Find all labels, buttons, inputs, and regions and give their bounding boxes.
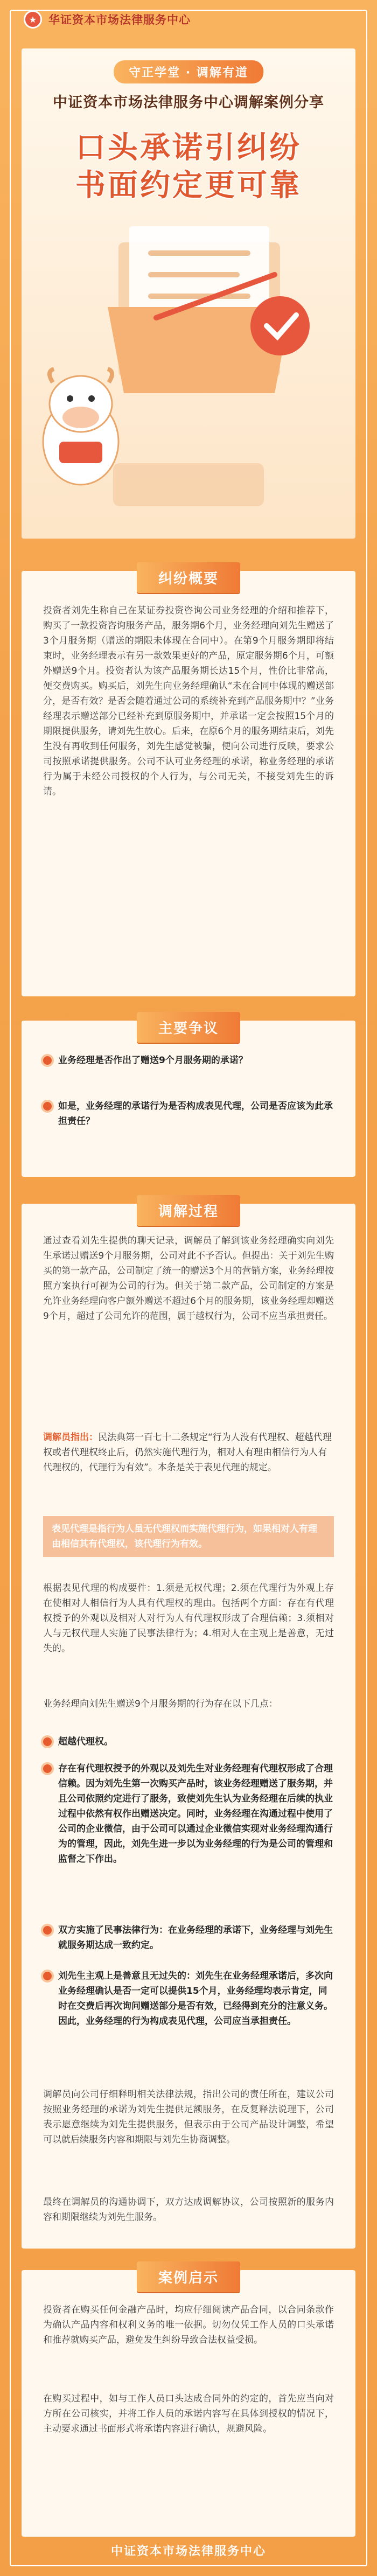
top-banner xyxy=(0,0,377,39)
section-overview xyxy=(22,571,355,996)
hero-tag: 守正学堂 · 调解有道 xyxy=(114,60,263,83)
analysis-point: 双方实施了民事法律行为：在业务经理的承诺下，业务经理与刘先生就服务期达成一致约定。 xyxy=(43,1923,334,1953)
mediator-note xyxy=(43,1430,334,1475)
process-conditions: 根据表见代理的构成要件：1.须是无权代理；2.须在代理行为外观上存在使相对人相信行为人具有代理权的理由。包括两个方面：存在有代理权授予的外观以及相对人对行为人有代理权形成了合理信赖；3.须相对人与无权代理人实施了民事法律行为；4.相对人在主观上是善意，无过失的。 xyxy=(43,1583,334,1654)
lesson-paragraph: 在购买过程中，如与工作人员口头达成合同外的约定的，首先应当向对方所在公司核实，并将工作人员的承诺内容写在具体到授权的情况下，主动要求通过书面形式将承诺内容进行确认，规避风险。 xyxy=(43,2393,334,2434)
section-heading-process: 调解过程 xyxy=(137,1195,240,1226)
analysis-intro: 业务经理向刘先生赠送9个月服务期的行为存在以下几点： xyxy=(43,1699,278,1709)
mediation-result: 最终在调解员的沟通协调下，双方达成调解协议，公司按照新的服务内容和期限继续为刘先生服务。 xyxy=(43,2197,334,2223)
process-intro: 通过查看刘先生提供的聊天记录，调解员了解到该业务经理确实向刘先生承诺过赠送9个月服务期，公司对此不予否认。但提出：关于刘先生购买的第一款产品，公司制定了统一的赠送3个月的营销方案，业务经理按照方案执行可视为公司的行为。但关于第二款产品，公司制定的方案是允许业务经理向客户额外赠送不超过6个月的服务期，该业务经理却赠送9个月，超过了公司允许的范围，属于越权行为，公司不应当承担责任。 xyxy=(43,1235,334,1322)
mediator-note-label: 调解员指出： xyxy=(43,1432,98,1443)
hero-title-line1: 口头承诺引纠纷 xyxy=(75,130,302,165)
lesson-paragraph: 投资者在购买任何金融产品时，均应仔细阅读产品合同，以合同条款作为确认产品内容和权利义务的唯一依据。切勿仅凭工作人员的口头承诺和推荐就购买产品，避免发生纠纷导致合法权益受损。 xyxy=(43,2305,334,2345)
hero xyxy=(22,48,355,539)
section-lessons xyxy=(22,2270,355,2537)
hero-title-line2: 书面约定更可靠 xyxy=(75,168,302,203)
bullet-icon xyxy=(43,1056,52,1065)
dispute-item: 如是，业务经理的承诺行为是否构成表见代理，公司是否应该为此承担责任？ xyxy=(43,1099,334,1129)
overview-body: 投资者刘先生称自己在某证券投资咨询公司业务经理的介绍和推荐下，购买了一款投资咨询服务产品，服务期6个月，业务经理向刘先生赠送了3个月服务期（赠送的期限未体现在合同中）。在第9个月服务期即将结束时，业务经理表示有另一款效果更好的产品，原定服务期6个月，可额外赠送9个月。投资者认为该产品服务期长达15个月，性价比非常高，便交费购买。购买后，刘先生向业务经理确认“未在合同中体现的赠送部分，是否有效？是否会随着通过公司的系统补充到产品服务期中？”业务经理表示赠送部分已经补充到原服务期中，并承诺一定会按照15个月的期限提供服务，请刘先生放心。后来，在原6个月的服务期结束后，刘先生没有再收到任何服务，刘先生感觉被骗，便向公司进行反映，要求公司按照承诺提供服务。公司不认可业务经理的承诺，称业务经理的承诺行为属于未经公司授权的个人行为，与公司无关，不接受刘先生的诉请。 xyxy=(43,605,334,797)
logo-seal-icon: ★ xyxy=(24,10,42,29)
section-heading-lessons: 案例启示 xyxy=(137,2261,240,2292)
shield-icon xyxy=(250,296,310,355)
mediation-text: 调解员向公司仔细释明相关法律法规，指出公司的责任所在，建议公司按照业务经理的承诺为刘先生提供足额服务，在反复释法说理下，公司表示愿意继续为刘先生提供服务，但表示由于公司产品设计调整，希望可以就后续服务内容和期限与刘先生协商调整。 xyxy=(43,2089,334,2145)
section-disputes xyxy=(22,1021,355,1177)
hero-title xyxy=(22,129,355,205)
analysis-point: 超越代理权。 xyxy=(43,1734,334,1749)
bullet-icon xyxy=(43,1102,52,1111)
definition-quote: 表见代理是指行为人虽无代理权而实施代理行为，如果相对人有理由相信其有代理权，该代理行为有效。 xyxy=(43,1516,334,1557)
section-heading-disputes: 主要争议 xyxy=(137,1012,240,1043)
org-name: 华证资本市场法律服务中心 xyxy=(48,13,191,26)
footer-org: 中证资本市场法律服务中心 xyxy=(110,2545,266,2558)
bullet-icon xyxy=(43,1737,52,1746)
bullet-icon xyxy=(43,1764,52,1773)
hero-subtitle: 中证资本市场法律服务中心调解案例分享 xyxy=(53,94,324,111)
bullet-icon xyxy=(43,1972,52,1980)
bullet-icon xyxy=(43,1926,52,1935)
analysis-point: 刘先生主观上是善意且无过失的：刘先生在业务经理承诺后，多次向业务经理确认是否一定可以提供15个月，业务经理均表示肯定，同时在交费后再次询问赠送部分是否有效，已经得到充分的注意义务。因此，业务经理的行为构成表见代理，公司应当承担责任。 xyxy=(43,1968,334,2029)
analysis-point: 存在有代理权授予的外观以及刘先生对业务经理有代理权形成了合理信赖。因为刘先生第一次购买产品时，该业务经理赠送了服务期，并且公司依照约定进行了服务，致使刘先生认为业务经理在后续的执业过程中依然有权作出赠送决定。同时，业务经理在沟通过程中使用了公司的企业微信，由于公司可以通过企业微信实现对业务经理沟通行为的管理，因此，刘先生进一步以为业务经理的行为是公司的管理和监督之下作出。 xyxy=(43,1761,334,1867)
mediator-note-text: 民法典第一百七十二条规定“行为人没有代理权、超越代理权或者代理权终止后，仍然实施代理行为，相对人有理由相信行为人有代理权的，代理行为有效”。本条是关于表见代理的规定。 xyxy=(43,1432,332,1473)
dispute-item: 业务经理是否作出了赠送9个月服务期的承诺？ xyxy=(43,1053,334,1068)
hero-illustration xyxy=(22,210,355,539)
ox-mascot-icon xyxy=(43,369,118,485)
section-process xyxy=(22,1204,355,2249)
section-heading-overview: 纠纷概要 xyxy=(137,562,240,593)
